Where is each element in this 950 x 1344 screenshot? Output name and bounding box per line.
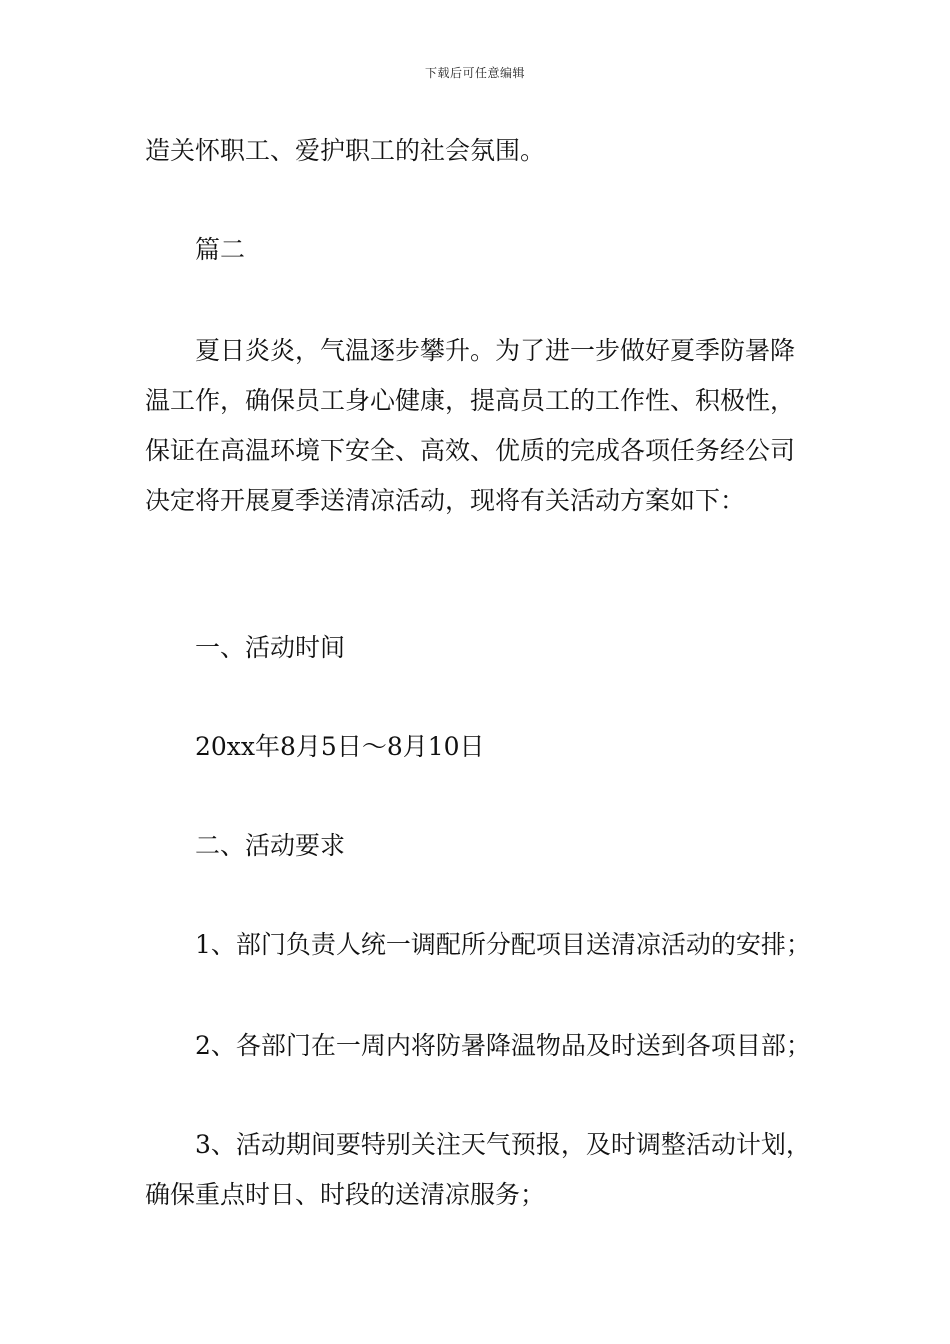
heading-activity-requirements: 二、活动要求 — [195, 831, 346, 860]
activity-time-value: 20xx年8月5日～8月10日 — [195, 732, 485, 761]
page-header: 下载后可任意编辑 — [424, 66, 525, 80]
requirement-item-3: 3、活动期间要特别关注天气预报，及时调整活动计划，确保重点时日、时段的送清凉服务； — [145, 1130, 811, 1209]
continuation-line: 造关怀职工、爱护职工的社会氛围。 — [145, 136, 546, 165]
requirement-item-1: 1、部门负责人统一调配所分配项目送清凉活动的安排； — [195, 930, 811, 959]
heading-activity-time: 一、活动时间 — [195, 633, 346, 662]
requirement-item-2: 2、各部门在一周内将防暑降温物品及时送到各项目部； — [195, 1031, 811, 1060]
intro-paragraph: 夏日炎炎，气温逐步攀升。为了进一步做好夏季防暑降温工作，确保员工身心健康，提高员工的工作性、积极性，保证在高温环境下安全、高效、优质的完成各项任务经公司决定将开展夏季送清凉活动，现将有关活动方案如下： — [145, 336, 796, 515]
section-title: 篇二 — [195, 235, 246, 264]
